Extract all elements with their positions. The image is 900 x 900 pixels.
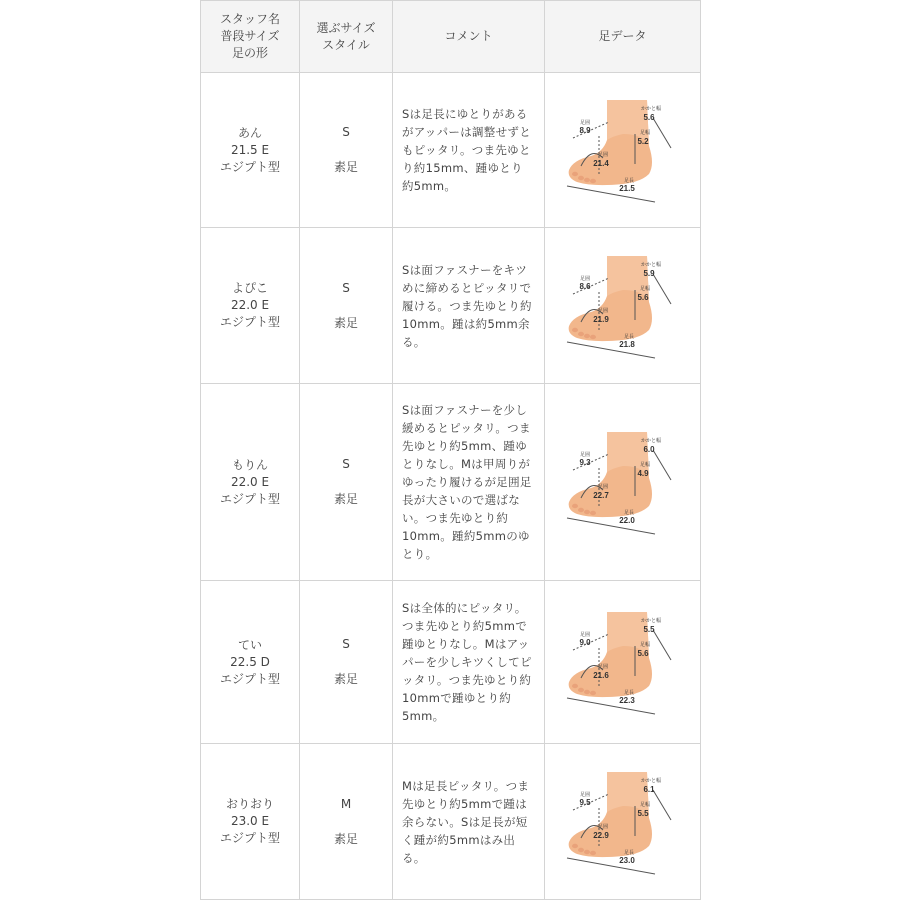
toe-shape <box>572 327 578 331</box>
comment-text: Sは全体的にピッタリ。つま先ゆとり約5mmで踵ゆとりなし。Mはアッパーを少しキツくしてピッタリ。つま先ゆとり約10mmで踵ゆとり約5mm。 <box>402 601 532 723</box>
staff-cell: よぴこ 22.0 E エジプト型 <box>201 228 300 384</box>
length-line <box>567 698 655 714</box>
toe-shape <box>584 178 590 182</box>
size-cell <box>300 73 393 228</box>
length-label: 足長 <box>623 178 634 184</box>
instep-value: 9.5 <box>578 797 591 807</box>
comment-cell <box>393 73 545 228</box>
size-cell <box>300 744 393 900</box>
heel-label: かかと幅 <box>640 261 661 268</box>
comment-text: Sは面ファスナーをキツめに締めるとピッタリで履ける。つま先ゆとり約10mm。踵は約5mm余る。 <box>402 262 532 349</box>
toe-shape <box>590 334 596 338</box>
toe-shape <box>572 172 578 176</box>
width-label: 足幅 <box>639 285 650 292</box>
table-row <box>201 73 701 228</box>
heel-label: かかと幅 <box>640 438 661 444</box>
length-value: 21.6 <box>592 671 609 680</box>
heel-value: 5.6 <box>642 113 655 122</box>
ball-label: 足囲 <box>597 152 608 158</box>
header-choice: 選ぶサイズ スタイル <box>300 1 393 73</box>
table-row <box>201 744 701 900</box>
toe-shape <box>584 690 590 694</box>
heel-label: かかと幅 <box>640 106 661 112</box>
comment-text: Mは足長ピッタリ。つま先ゆとり約5mmで踵は余らない。Sは足長が短く踵が約5mmはみ出る。 <box>402 778 530 865</box>
foot-cell <box>545 73 701 228</box>
toe-shape <box>572 504 578 508</box>
toe-shape <box>584 333 590 337</box>
toe-shape <box>584 849 590 853</box>
width-label: 足幅 <box>639 462 650 468</box>
width-value: 5.2 <box>636 137 649 146</box>
instep-value: 9.0 <box>578 638 591 647</box>
header-footdata: 足データ <box>545 1 701 73</box>
header-comment: コメント <box>393 1 545 73</box>
instep-label: 足囲 <box>579 452 590 458</box>
ball-value: 21.5 <box>618 184 635 193</box>
width-label: 足幅 <box>639 642 650 648</box>
instep-label: 足囲 <box>579 120 590 126</box>
size-cell <box>300 228 393 384</box>
size-value: S <box>342 457 350 471</box>
size-value: S <box>342 280 350 295</box>
size-value: S <box>342 637 350 651</box>
instep-line <box>573 634 609 650</box>
comment-cell <box>393 581 545 744</box>
ball-value: 21.8 <box>618 339 635 349</box>
heel-label: かかと幅 <box>640 618 661 624</box>
width-value: 5.6 <box>636 649 649 658</box>
instep-value: 8.9 <box>578 126 591 135</box>
size-value: M <box>340 796 352 811</box>
width-label: 足幅 <box>639 801 650 808</box>
toe-shape <box>572 684 578 688</box>
table-row <box>201 384 701 581</box>
header-staff: スタッフ名 普段サイズ 足の形 <box>201 1 300 73</box>
style-value: 素足 <box>333 160 358 174</box>
instep-line <box>573 794 609 810</box>
ball-value: 22.0 <box>618 516 635 525</box>
heel-line <box>653 274 671 304</box>
comment-cell <box>393 744 545 900</box>
heel-value: 5.5 <box>642 625 655 634</box>
heel-line <box>653 450 671 480</box>
foot-diagram <box>563 94 683 206</box>
size-value: S <box>342 125 350 139</box>
foot-diagram <box>563 426 683 538</box>
toe-shape <box>578 688 584 692</box>
foot-diagram <box>563 606 683 718</box>
instep-value: 9.3 <box>578 458 591 467</box>
comment-text: Sは足長にゆとりがあるがアッパーは調整せずともピッタリ。つま先ゆとり約15mm、踵ゆとり約5mm。 <box>402 107 531 193</box>
comment-cell <box>393 384 545 581</box>
foot-cell <box>545 744 701 900</box>
table-row <box>201 228 701 384</box>
style-value: 素足 <box>333 492 358 506</box>
foot-diagram <box>563 250 683 362</box>
length-line <box>567 855 655 874</box>
staff-cell: てい 22.5 D エジプト型 <box>201 581 300 744</box>
length-label: 足長 <box>623 510 634 516</box>
staff-size-table <box>200 0 701 900</box>
heel-line <box>653 118 671 148</box>
toe-shape <box>590 691 596 695</box>
size-cell <box>300 581 393 744</box>
length-label: 足長 <box>623 690 634 696</box>
ball-value: 23.0 <box>618 855 635 865</box>
heel-value: 6.1 <box>642 784 655 794</box>
heel-value: 5.9 <box>642 268 655 278</box>
header-row <box>201 1 701 73</box>
heel-line <box>653 630 671 660</box>
style-value: 素足 <box>333 831 358 846</box>
width-value: 4.9 <box>636 469 649 478</box>
toe-shape <box>590 850 596 854</box>
ball-label: 足囲 <box>597 823 608 830</box>
width-value: 5.6 <box>636 292 649 302</box>
size-cell <box>300 384 393 581</box>
instep-line <box>573 278 609 294</box>
length-line <box>567 339 655 358</box>
heel-value: 6.0 <box>642 445 655 454</box>
comment-text: Sは面ファスナーを少し緩めるとピッタリ。つま先ゆとり約5mm、踵ゆとりなし。Mは甲周りがゆったり履けるが足囲足長が大さいので選ばない。つま先ゆとり約10mm。踵約5mmのゆとり。 <box>402 403 532 561</box>
foot-cell <box>545 581 701 744</box>
length-line <box>567 518 655 534</box>
ball-value: 22.3 <box>618 696 635 705</box>
table-row <box>201 581 701 744</box>
length-value: 21.9 <box>592 314 609 324</box>
length-value: 22.9 <box>592 830 609 840</box>
length-value: 22.7 <box>592 491 609 500</box>
staff-cell: おりおり 23.0 E エジプト型 <box>201 744 300 900</box>
comment-cell <box>393 228 545 384</box>
toe-shape <box>578 847 584 851</box>
heel-label: かかと幅 <box>640 777 661 784</box>
foot-cell <box>545 228 701 384</box>
toe-shape <box>578 176 584 180</box>
toe-shape <box>572 843 578 847</box>
toe-shape <box>590 511 596 515</box>
toe-shape <box>584 510 590 514</box>
length-label: 足長 <box>623 333 634 340</box>
width-value: 5.5 <box>636 808 649 818</box>
instep-line <box>573 122 609 138</box>
instep-value: 8.6 <box>578 281 591 291</box>
instep-label: 足囲 <box>579 791 590 798</box>
ball-label: 足囲 <box>597 664 608 670</box>
toe-shape <box>578 508 584 512</box>
foot-cell <box>545 384 701 581</box>
toe-shape <box>578 331 584 335</box>
toe-shape <box>590 179 596 183</box>
style-value: 素足 <box>333 672 358 686</box>
ball-label: 足囲 <box>597 307 608 314</box>
width-label: 足幅 <box>639 130 650 136</box>
foot-diagram <box>563 766 683 878</box>
heel-line <box>653 790 671 820</box>
length-line <box>567 186 655 202</box>
staff-cell: あん 21.5 E エジプト型 <box>201 73 300 228</box>
staff-cell: もりん 22.0 E エジプト型 <box>201 384 300 581</box>
instep-label: 足囲 <box>579 632 590 638</box>
style-value: 素足 <box>333 315 358 330</box>
instep-label: 足囲 <box>579 275 590 282</box>
instep-line <box>573 454 609 470</box>
length-label: 足長 <box>623 849 634 856</box>
ball-label: 足囲 <box>597 484 608 490</box>
length-value: 21.4 <box>592 159 609 168</box>
